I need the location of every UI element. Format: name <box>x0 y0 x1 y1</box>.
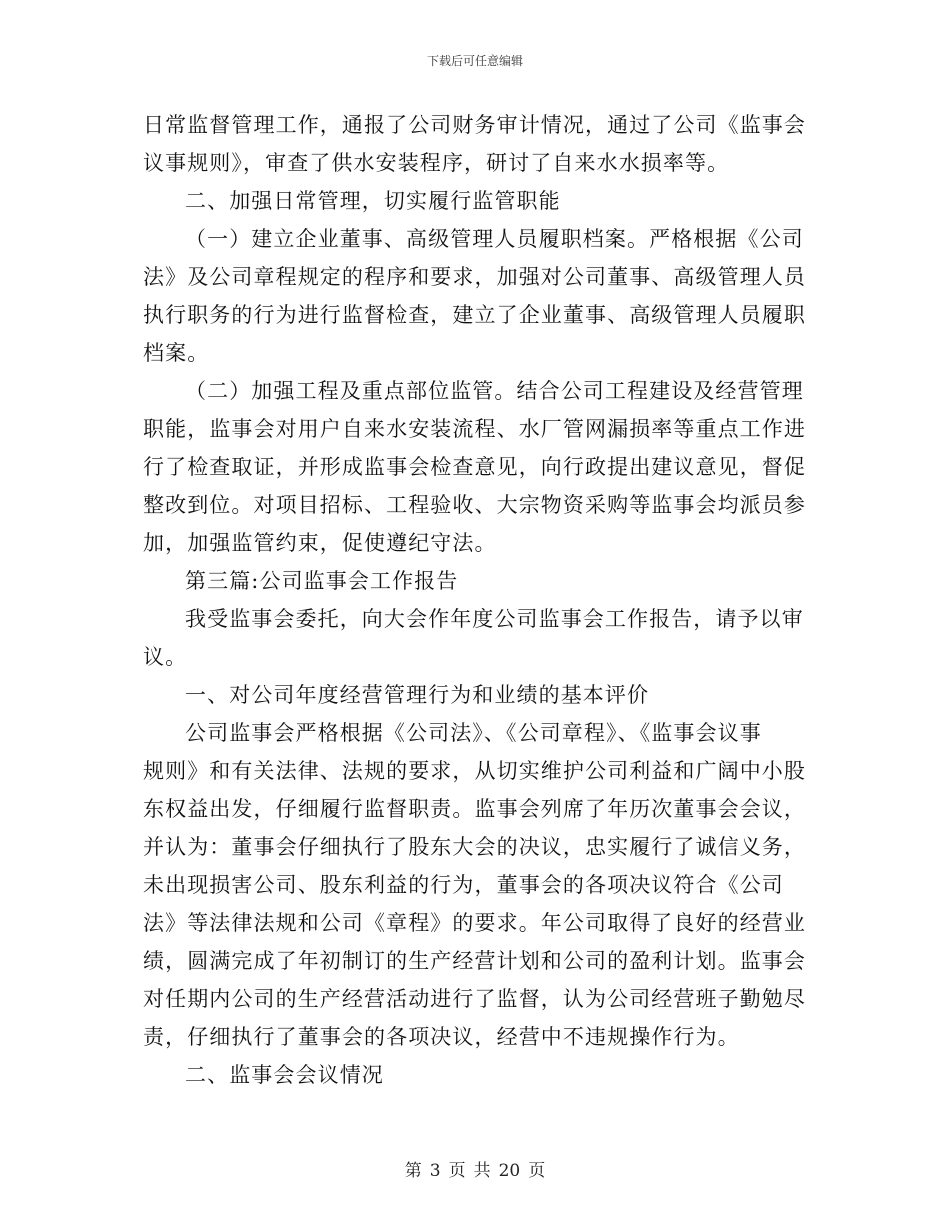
text-line: 责，仔细执行了董事会的各项决议，经营中不违规操作行为。 <box>143 1025 740 1049</box>
total-pages: 20 <box>498 1161 521 1181</box>
text-line: 对任期内公司的生产经营活动进行了监督，认为公司经营班子勤勉尽 <box>143 987 806 1011</box>
page-footer <box>0 1156 950 1181</box>
page-header: 下载后可任意编辑 <box>426 54 523 68</box>
text-line: 议。 <box>143 645 188 669</box>
text-line: 我受监事会委托，向大会作年度公司监事会工作报告，请予以审 <box>185 607 804 631</box>
text-line: 东权益出发，仔细履行监督职责。监事会列席了年历次董事会会议， <box>143 797 806 821</box>
text-line: 并认为：董事会仔细执行了股东大会的决议，忠实履行了诚信义务， <box>143 835 806 859</box>
text-line: 法》等法律法规和公司《章程》的要求。年公司取得了良好的经营业 <box>143 911 806 935</box>
total-unit: 页 <box>528 1161 546 1181</box>
text-line: 议事规则》，审查了供水安装程序，研讨了自来水水损率等。 <box>143 151 730 175</box>
text-line: 日常监督管理工作，通报了公司财务审计情况，通过了公司《监事会 <box>143 113 806 137</box>
document-body <box>143 106 807 1094</box>
text-line: 职能，监事会对用户自来水安装流程、水厂管网漏损率等重点工作进 <box>143 417 806 441</box>
text-line: 法》及公司章程规定的程序和要求，加强对公司董事、高级管理人员 <box>143 265 806 289</box>
total-label: 共 <box>473 1161 491 1181</box>
text-line: （二）加强工程及重点部位监管。结合公司工程建设及经营管理 <box>185 379 804 403</box>
text-line: 加，加强监管约束，促使遵纪守法。 <box>143 531 497 555</box>
page-number: 3 <box>429 1161 441 1181</box>
text-line: 绩，圆满完成了年初制订的生产经营计划和公司的盈利计划。监事会 <box>143 949 806 973</box>
text-line: （一）建立企业董事、高级管理人员履职档案。严格根据《公司 <box>185 227 804 251</box>
chapter-title: 第三篇:公司监事会工作报告 <box>185 569 459 593</box>
text-line: 未出现损害公司、股东利益的行为，董事会的各项决议符合《公司 <box>143 873 784 897</box>
text-line: 行了检查取证，并形成监事会检查意见，向行政提出建议意见，督促 <box>143 455 806 479</box>
section-heading: 二、加强日常管理，切实履行监管职能 <box>185 189 561 213</box>
text-line: 规则》和有关法律、法规的要求，从切实维护公司利益和广阔中小股 <box>143 759 806 783</box>
section-heading: 一、对公司年度经营管理行为和业绩的基本评价 <box>185 683 650 707</box>
page-unit: 页 <box>448 1161 466 1181</box>
page-label: 第 <box>404 1161 422 1181</box>
text-line: 执行职务的行为进行监督检查，建立了企业董事、高级管理人员履职 <box>143 303 806 327</box>
section-heading: 二、监事会会议情况 <box>185 1063 384 1087</box>
text-line: 档案。 <box>143 341 210 365</box>
text-line: 整改到位。对项目招标、工程验收、大宗物资采购等监事会均派员参 <box>143 493 806 517</box>
text-line: 公司监事会严格根据《公司法》、《公司章程》、《监事会议事 <box>185 721 762 745</box>
